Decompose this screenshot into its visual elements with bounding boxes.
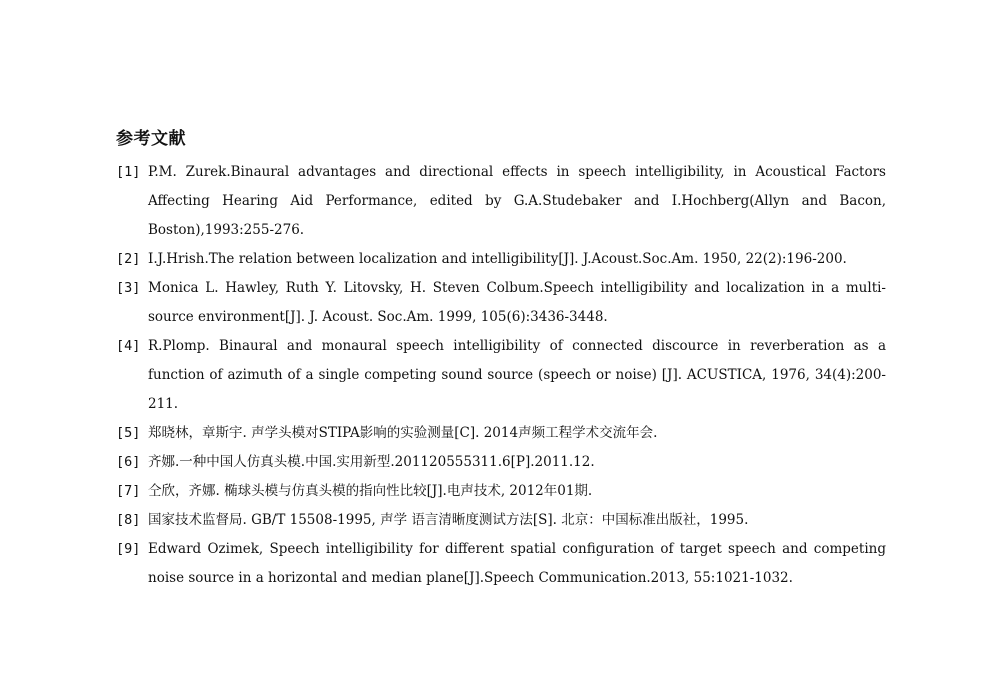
reference-item	[116, 448, 886, 477]
reference-text: P.M. Zurek.Binaural advantages and directional effects in speech intelligibility, in Acoustical Factors Affecting Hearing Aid Performance, edited by G.A.Studebaker and I.Hochberg(Allyn and Bacon, Boston),1993:255-276.	[148, 164, 886, 238]
references-heading: 参考文献	[116, 129, 186, 149]
reference-number: [8]	[116, 512, 141, 528]
reference-text: I.J.Hrish.The relation between localization and intelligibility[J]. J.Acoust.Soc.Am. 1950, 22(2):196-200.	[148, 251, 847, 267]
reference-number: [2]	[116, 251, 141, 267]
reference-number: [4]	[116, 338, 141, 354]
reference-text: Monica L. Hawley, Ruth Y. Litovsky, H. Steven Colbum.Speech intelligibility and localization in a multi-source environment[J]. J. Acoust. Soc.Am. 1999, 105(6):3436-3448.	[148, 280, 886, 325]
reference-item	[116, 332, 886, 419]
reference-text: Edward Ozimek, Speech intelligibility for different spatial configuration of target speech and competing noise source in a horizontal and median plane[J].Speech Communication.2013, 55:1021-1032.	[148, 541, 886, 586]
reference-text: R.Plomp. Binaural and monaural speech intelligibility of connected discource in reverberation as a function of azimuth of a single competing sound source (speech or noise) [J]. ACUSTICA, 1976, 34(4):200-211.	[148, 338, 886, 412]
reference-item	[116, 506, 886, 535]
reference-number: [3]	[116, 280, 141, 296]
reference-number: [7]	[116, 483, 141, 499]
reference-number: [9]	[116, 541, 141, 557]
reference-item	[116, 477, 886, 506]
reference-text: 仝欣，齐娜. 椭球头模与仿真头模的指向性比较[J].电声技术, 2012年01期.	[148, 483, 593, 499]
reference-item	[116, 419, 886, 448]
reference-text: 国家技术监督局. GB/T 15508-1995, 声学 语言清晰度测试方法[S]. 北京：中国标准出版社，1995.	[148, 512, 749, 528]
reference-text: 齐娜.一种中国人仿真头模.中国.实用新型.201120555311.6[P].2011.12.	[148, 454, 595, 470]
reference-item	[116, 245, 886, 274]
reference-text: 郑晓林，章斯宇. 声学头模对STIPA影响的实验测量[C]. 2014声频工程学术交流年会.	[148, 425, 658, 441]
reference-item	[116, 535, 886, 593]
reference-item	[116, 274, 886, 332]
reference-number: [6]	[116, 454, 141, 470]
reference-number: [1]	[116, 164, 141, 180]
reference-item	[116, 158, 886, 245]
reference-list	[116, 158, 886, 593]
reference-number: [5]	[116, 425, 141, 441]
